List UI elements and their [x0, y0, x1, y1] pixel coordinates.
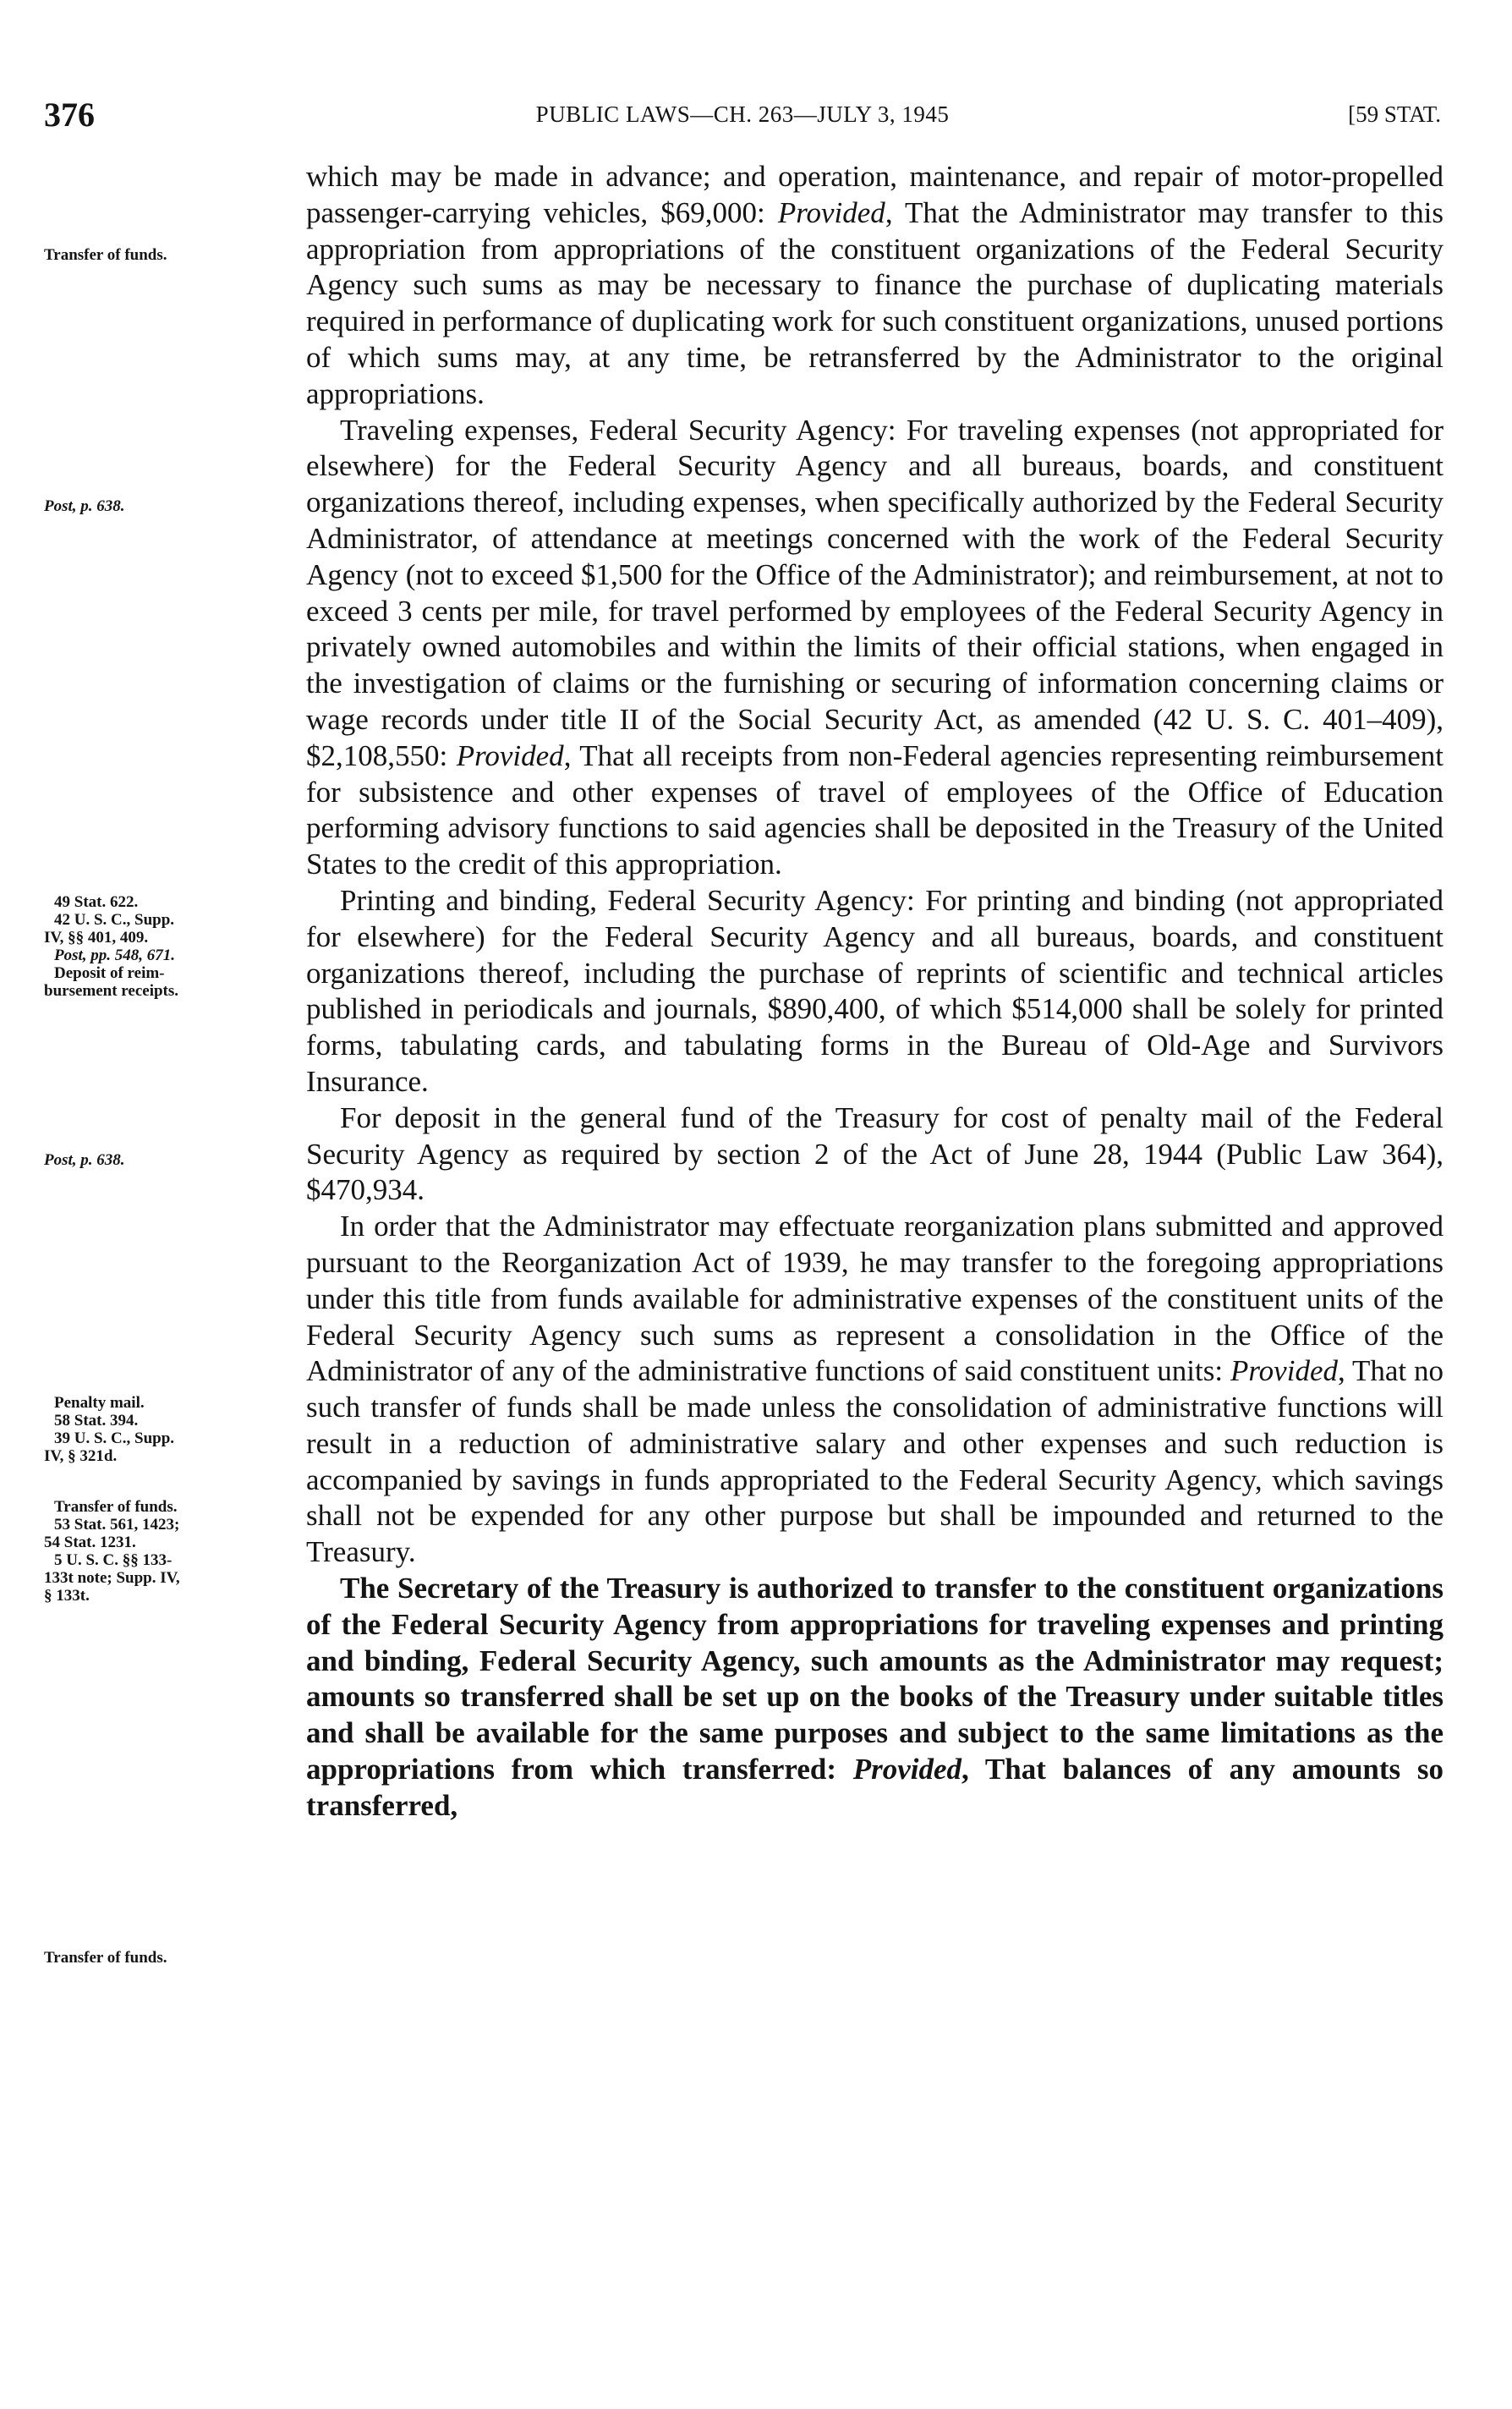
- paragraph-treasury-transfer: The Secretary of the Treasury is authorized to transfer to the constituent organizations of the Federal Security Agency from appropriations for traveling expenses and printing and binding, Federal Security Agency, such amounts as the Administrator may request; amounts so transferred shall be set up on the books of the Treasury under suitable titles and shall be available for the same purposes and subject to the same limitations as the appropriations from which transferred: Provided, That balances of any amounts so transferred,: [306, 1572, 1444, 1822]
- statute-reference: [59 STAT.: [1348, 102, 1441, 127]
- margin-note-penalty-mail: Penalty mail. 58 Stat. 394. 39 U. S. C., Supp. IV, § 321d.: [44, 1394, 175, 1465]
- margin-note-transfer-of-funds: Transfer of funds.: [44, 246, 167, 264]
- margin-note-post-638: Post, p. 638.: [44, 497, 125, 515]
- margin-note-reorganization-transfer: Transfer of funds. 53 Stat. 561, 1423; 54 Stat. 1231. 5 U. S. C. §§ 133- 133t note; Supp. IV, § 133t.: [44, 1498, 180, 1605]
- running-title: PUBLIC LAWS—CH. 263—JULY 3, 1945: [535, 102, 950, 127]
- paragraph-penalty-mail: For deposit in the general fund of the Treasury for cost of penalty mail of the Federal Security Agency as required by section 2 of the Act of June 28, 1944 (Public Law 364), $470,934.: [306, 1100, 1444, 1207]
- paragraph-printing-and-binding: Printing and binding, Federal Security Agency: For printing and binding (not appropriated for elsewhere) for the Federal Security Agency and all bureaus, boards, and constituent organizations thereof, including the purchase of reprints of scientific and technical articles published in periodicals and journals, $890,400, of which $514,000 shall be solely for printed forms, tabulating cards, and tabulating forms in the Bureau of Old-Age and Survivors Insurance.: [306, 883, 1444, 1098]
- page-number: 376: [44, 96, 95, 134]
- margin-note-post-638-b: Post, p. 638.: [44, 1151, 125, 1169]
- margin-note-transfer-of-funds-3: Transfer of funds.: [44, 1949, 167, 1967]
- body-text: [306, 159, 1444, 1825]
- page-header: [44, 95, 1441, 137]
- paragraph-traveling-expenses: Traveling expenses, Federal Security Agency: For traveling expenses (not appropriated for elsewhere) for the Federal Security Agency and all bureaus, boards, and constituent organizations thereof, including expenses, when specifically authorized by the Federal Security Administrator, of attendance at meetings concerned with the work of the Federal Security Agency (not to exceed $1,500 for the Office of the Administrator); and reimbursement, at not to exceed 3 cents per mile, for travel performed by employees of the Federal Security Agency in privately owned automobiles and within the limits of their official stations, when engaged in the investigation of claims or the furnishing or securing of information concerning claims or wage records under title II of the Social Security Act, as amended (42 U. S. C. 401–409), $2,108,550: Provided, That all receipts from non-Federal agencies representing reimbursement for subsistence and other expenses of travel of employees of the Office of Education performing advisory functions to said agencies shall be deposited in the Treasury of the United States to the credit of this appropriation.: [306, 413, 1444, 881]
- margin-note-social-security-citations: 49 Stat. 622. 42 U. S. C., Supp. IV, §§ 401, 409. Post, pp. 548, 671. Deposit of reim- bursement receipts.: [44, 893, 179, 1000]
- paragraph-reorganization: In order that the Administrator may effectuate reorganization plans submitted and approved pursuant to the Reorganization Act of 1939, he may transfer to the foregoing appropriations under this title from funds available for administrative expenses of the constituent units of the Federal Security Agency such sums as represent a consolidation in the Office of the Administrator of any of the administrative functions of said constituent units: Provided, That no such transfer of funds shall be made unless the consolidation of administrative functions will result in a reduction of administrative salary and other expenses and such reduction is accompanied by savings in funds appropriated to the Federal Security Agency, which savings shall not be expended for any other purpose but shall be impounded and returned to the Treasury.: [306, 1210, 1444, 1569]
- paragraph-vehicles-appropriation: which may be made in advance; and operation, maintenance, and repair of motor-propelled passenger-carrying vehicles, $69,000: Provided, That the Administrator may transfer to this appropriation from appropriations of the constituent organizations of the Federal Security Agency such sums as may be necessary to finance the purchase of duplicating materials required in performance of duplicating work for such constituent organizations, unused portions of which sums may, at any time, be retransferred by the Administrator to the original appropriations.: [306, 160, 1444, 410]
